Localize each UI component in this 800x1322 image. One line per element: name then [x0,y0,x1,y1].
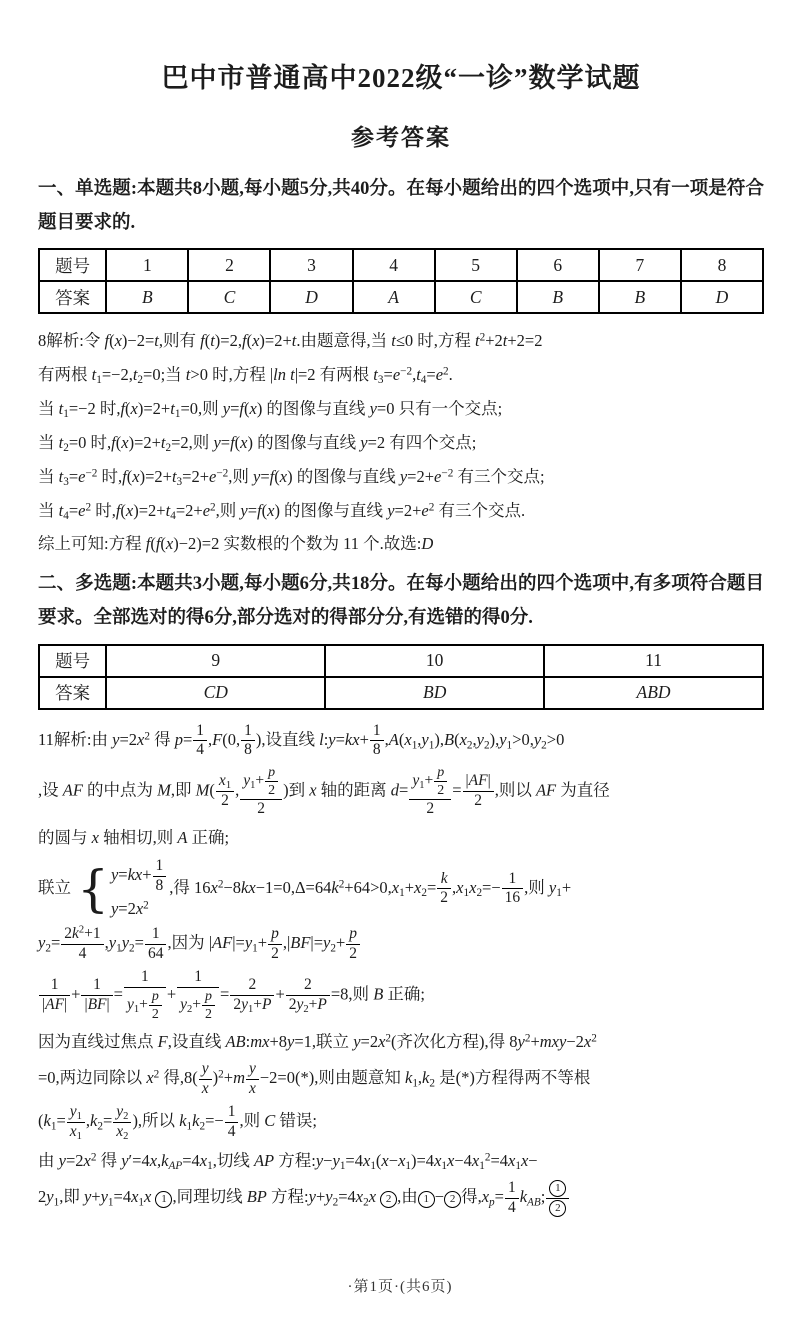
multi-choice-section-heading: 二、多选题:本题共3小题,每小题6分,共18分。在每小题给出的四个选项中,有多项符合题目要求。全部选对的得6分,部分选对的得部分分,有选错的得0分. [38,574,764,629]
answer-label: 答案 [39,281,106,313]
page-subtitle: 参考答案 [351,125,451,150]
circled-number: 1 [155,1191,172,1208]
page-footer: ·第1页·(共6页) [347,1279,453,1295]
answer-value: B [106,281,188,313]
solution-line: $\frac{1}{|AF|}$ + $\frac{1}{|BF|}$ = 1 $y_1+$ $\frac{p}{2}$ + 1 $y_2+$ $\frac{p}{2}$ = $\frac{2}{2y_1+P}$ + $\frac{2}{2y_2+P}$ =8,则 B 正确; [38,966,764,1025]
circled-number: 1 [549,1180,566,1197]
cases-brace: { [77,859,109,918]
answer-value: B [517,281,599,313]
table-row [39,645,763,677]
question-number: 1 [106,249,188,281]
solution-line: 联立 { y=kx+ $\frac{1}{8}$ $y=2x^2$ ,得 $16x^2-8kx-1=0,\Delta=64k^2+64>0,x_1+x_2=$ $\frac{k}{2}$ $,x_1x_2=-$ $\frac{1}{16}$ ,则 $y_1+$ [38,856,572,918]
answer-value: D [270,281,352,313]
question-number: 8 [681,249,763,281]
question8-solution [38,324,764,561]
question-number: 10 [325,645,544,677]
solution-line: =0,两边同除以 $x^2$ 得,8( $\frac{y}{x}$ )$^2$+m $\frac{y}{x}$ −2=0(*),则由题意知 $k_1,k_2$ 是(*)方程得两不等根 [38,1060,591,1098]
question-number-label: 题号 [39,645,106,677]
solution-line: 当 $t_4=e^2$ 时$,f(x)=2+t_4=2+e^2$,则 y=f(x) 的图像与直线 $y=2+e^2$ 有三个交点. [38,500,526,522]
question-number: 6 [517,249,599,281]
answer-label: 答案 [39,677,106,709]
table-row [39,249,763,281]
answer-value: ABD [544,677,763,709]
multi-choice-answer-table [38,644,764,710]
solution-line: $y_2=$ $\frac{2k^2+1}{4}$ $,y_1y_2=$ $\frac{1}{64}$ ,因为 $|AF|=y_1+$ $\frac{p}{2}$ $,|BF|=y_2+$ $\frac{p}{2}$ [38,923,764,966]
table-row [39,281,763,313]
solution-line: 由 $y=2x^2$ 得 $y'=4x,k_{AP}=4x_1$,切线 AP 方程$:y-y_1=4x_1(x-x_1)=4x_1x-4x_1^2=4x_1x-$ [38,1150,538,1173]
answer-value: D [681,281,763,313]
answer-value: BD [325,677,544,709]
question11-solution [38,720,764,1221]
question-number: 5 [435,249,517,281]
solution-line: ,设 AF 的中点为 M,即 M( $\frac{x_1}{2}$ , $y_1+$ $\frac{p}{2}$ 2 )到 x 轴的距离 d= $y_1+$ $\frac{p}{2}$ 2 = $\frac{|AF|}{2}$ ,则以 AF 为直径 [38,765,610,818]
solution-line: $2y_1$,即 $y+y_1=4x_1x$ 1 ,同理切线 BP 方程$:y+y_2=4x_2x$ 2 ,由 1 − 2 得$,x_p=$ $\frac{1}{4}$ $k_{AB}$; $\frac{1}{2}$ [38,1177,764,1220]
table-row [39,677,763,709]
solution-line: 当 $t_3=e^{-2}$ 时$,f(x)=2+t_3=2+e^{-2}$,则 y=f(x) 的图像与直线 $y=2+e^{-2}$ 有三个交点; [38,466,545,488]
answer-value: A [353,281,435,313]
page-title: 巴中市普通高中2022级“一诊”数学试题 [161,63,641,93]
question-number: 9 [106,645,325,677]
answer-value: C [188,281,270,313]
circled-number: 1 [418,1191,435,1208]
question-number: 3 [270,249,352,281]
solution-line: 11解析:由 $y=2x^2$ 得 p= $\frac{1}{4}$ ,F(0, $\frac{1}{8}$ ),设直线 l:y=kx+ $\frac{1}{8}$ $,A(x_1,y_1),B(x_2,y_2),y_1>0,y_2>0$ [38,721,565,759]
circled-number: 2 [444,1191,461,1208]
answer-value: CD [106,677,325,709]
answer-value: B [599,281,681,313]
question-number-label: 题号 [39,249,106,281]
question-number: 7 [599,249,681,281]
solution-line: 综上可知:方程 f(f(x)−2)=2 实数根的个数为 11 个.故选:D [38,534,434,554]
solution-line: 的圆与 x 轴相切,则 A 正确; [38,828,230,848]
circled-number: 2 [549,1200,566,1217]
solution-line: 因为直线过焦点 F,设直线 AB:mx+8y=1,联立 $y=2x^2$(齐次化方程),得 $8y^2+mxy-2x^2$ [38,1031,597,1051]
solution-line: ($k_1=$ $\frac{y_1}{x_1}$ $,k_2=$ $\frac{y_2}{x_2}$ ),所以 $k_1k_2=-$ $\frac{1}{4}$ ,则 C 错误; [38,1103,317,1142]
solution-line: 当 $t_1=-2$ 时$,f(x)=2+t_1=0$,则 y=f(x) 的图像与直线 y=0 只有一个交点; [38,399,503,421]
circled-number: 2 [380,1191,397,1208]
question-number: 4 [353,249,435,281]
solution-line: 有两根 $t_1=-2,t_2=0$;当 t>0 时,方程 |ln t|=2 有两根 $t_3=e^{-2},t_4=e^2$. [38,365,453,387]
solution-line: 8解析:令 f(x)−2=t,则有 f(t)=2,f(x)=2+t.由题意得,当 t≤0 时,方程 $t^2+2t+2=2$ [38,331,543,351]
question-number: 2 [188,249,270,281]
single-choice-section-heading: 一、单选题:本题共8小题,每小题5分,共40分。在每小题给出的四个选项中,只有一项是符合题目要求的. [38,179,764,234]
single-choice-answer-table [38,248,764,314]
question-number: 11 [544,645,763,677]
answer-value: C [435,281,517,313]
solution-line: 当 $t_2=0$ 时$,f(x)=2+t_2=2$,则 y=f(x) 的图像与直线 y=2 有四个交点; [38,432,477,455]
